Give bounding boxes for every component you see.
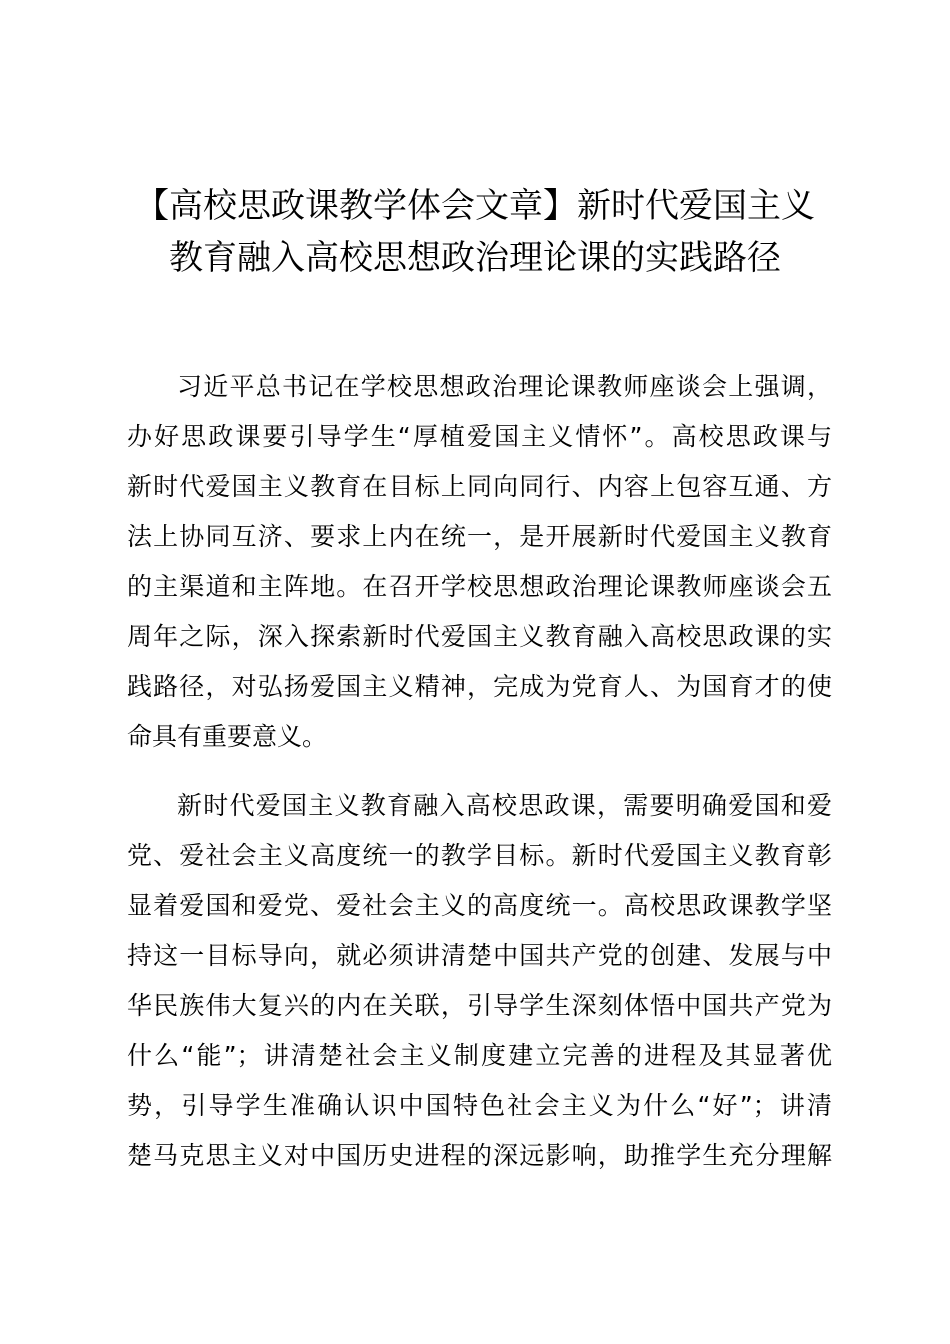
title-line: 【高校思政课教学体会文章】新时代爱国主义 [135, 186, 815, 226]
paragraph-line: 周年之际，深入探索新时代爱国主义教育融入高校思政课的实 [127, 622, 832, 651]
paragraph-line: 势，引导学生准确认识中国特色社会主义为什么“好”；讲清 [127, 1091, 832, 1120]
paragraph-line: 新时代爱国主义教育融入高校思政课，需要明确爱国和爱 [177, 791, 832, 820]
document-title [120, 180, 830, 284]
paragraph-line: 持这一目标导向，就必须讲清楚中国共产党的创建、发展与中 [127, 941, 832, 970]
paragraph-line: 新时代爱国主义教育在目标上同向同行、内容上包容互通、方 [127, 472, 832, 501]
paragraph-line: 践路径，对弘扬爱国主义精神，完成为党育人、为国育才的使 [127, 672, 832, 701]
paragraph-line: 党、爱社会主义高度统一的教学目标。新时代爱国主义教育彰 [127, 841, 832, 870]
paragraph-line: 法上协同互济、要求上内在统一，是开展新时代爱国主义教育 [127, 522, 832, 551]
paragraph-line: 命具有重要意义。 [127, 722, 328, 751]
paragraph-line: 楚马克思主义对中国历史进程的深远影响，助推学生充分理解 [127, 1141, 832, 1170]
paragraph-line: 华民族伟大复兴的内在关联，引导学生深刻体悟中国共产党为 [127, 991, 832, 1020]
title-line: 教育融入高校思想政治理论课的实践路径 [169, 238, 781, 278]
document-body [127, 362, 832, 1200]
paragraph [127, 781, 832, 1181]
paragraph-line: 的主渠道和主阵地。在召开学校思想政治理论课教师座谈会五 [127, 572, 832, 601]
paragraph [127, 362, 832, 762]
paragraph-line: 习近平总书记在学校思想政治理论课教师座谈会上强调， [177, 372, 832, 401]
paragraph-line: 显着爱国和爱党、爱社会主义的高度统一。高校思政课教学坚 [127, 891, 832, 920]
paragraph-line: 办好思政课要引导学生“厚植爱国主义情怀”。高校思政课与 [127, 422, 832, 451]
paragraph-line: 什么“能”；讲清楚社会主义制度建立完善的进程及其显著优 [127, 1041, 832, 1070]
